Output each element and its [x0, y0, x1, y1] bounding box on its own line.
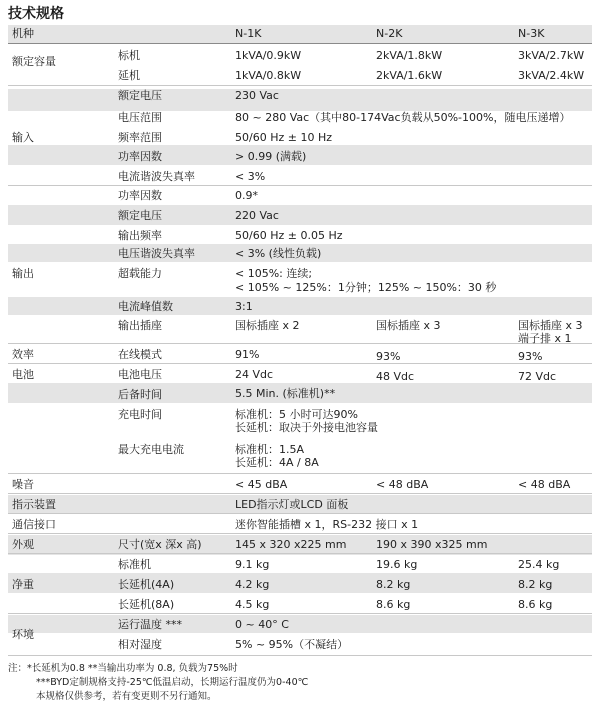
page-title: 技术规格 [8, 6, 64, 22]
model-name: N-3K [518, 27, 545, 40]
header-row [8, 25, 592, 43]
divider [8, 613, 592, 614]
cell-value: 长延机：取决于外接电池容量 [235, 421, 378, 434]
row-label: 电压谐波失真率 [118, 247, 195, 260]
footnote: 注：*长延机为0.8 **当输出功率为 0.8, 负载为75%时 [8, 663, 238, 674]
divider [8, 85, 592, 86]
row-label: 输出频率 [118, 229, 162, 242]
input-row-shade [8, 89, 592, 111]
model-name: N-1K [235, 27, 262, 40]
row-label: 功率因数 [118, 150, 162, 163]
row-label: 延机 [118, 69, 140, 82]
group-label-appearance: 外观 [12, 538, 34, 551]
row-label: 充电时间 [118, 408, 162, 421]
cell-value: 4.5 kg [235, 598, 270, 611]
cell-value: < 48 dBA [518, 478, 571, 491]
divider [8, 553, 592, 554]
cell-value: 2kVA/1.8kW [376, 49, 443, 62]
row-label: 尺寸(宽x 深x 高) [118, 538, 202, 551]
environment-row-shade [8, 615, 592, 633]
group-label-noise: 噪音 [12, 478, 34, 491]
weight-row-shade [8, 573, 592, 593]
cell-value: 长延机：4A / 8A [235, 456, 319, 469]
cell-value: 8.2 kg [518, 578, 553, 591]
row-label: 输出插座 [118, 319, 162, 332]
row-label: 超载能力 [118, 267, 162, 280]
row-label: 长延机(4A) [118, 578, 175, 591]
cell-value: 19.6 kg [376, 558, 418, 571]
row-label: 电流谐波失真率 [118, 170, 195, 183]
cell-value: 8.2 kg [376, 578, 411, 591]
row-label: 长延机(8A) [118, 598, 175, 611]
row-label: 频率范围 [118, 131, 162, 144]
cell-value: 50/60 Hz ± 0.05 Hz [235, 229, 343, 242]
cell-value: 230 Vac [235, 89, 279, 102]
group-label-efficiency: 效率 [12, 348, 34, 361]
cell-value: < 45 dBA [235, 478, 288, 491]
cell-value: 0.9* [235, 189, 258, 202]
cell-value: 2kVA/1.6kW [376, 69, 443, 82]
cell-value: 91% [235, 348, 260, 361]
row-label: 电压范围 [118, 111, 162, 124]
cell-value: 0 ~ 40° C [235, 618, 289, 631]
cell-value: 3kVA/2.4kW [518, 69, 585, 82]
cell-value: 标准机：5 小时可达90% [235, 408, 358, 421]
divider [8, 185, 592, 186]
cell-value: 端子排 x 1 [518, 332, 572, 345]
cell-value: 标准机：1.5A [235, 443, 305, 456]
row-label: 在线模式 [118, 348, 162, 361]
divider [8, 513, 592, 514]
cell-value: 72 Vdc [518, 370, 557, 383]
divider [8, 533, 592, 534]
cell-value: 1kVA/0.9kW [235, 49, 302, 62]
cell-value: 93% [376, 350, 401, 363]
cell-value: 国标插座 x 2 [235, 319, 300, 332]
divider [8, 473, 592, 474]
model-name: N-2K [376, 27, 403, 40]
row-label: 额定电压 [118, 209, 162, 222]
row-label: 额定电压 [118, 89, 162, 102]
cell-value: 25.4 kg [518, 558, 560, 571]
row-label: 功率因数 [118, 189, 162, 202]
output-row-shade [8, 205, 592, 225]
row-label: 后备时间 [118, 388, 162, 401]
cell-value: 国标插座 x 3 [376, 319, 441, 332]
cell-value: 190 x 390 x325 mm [376, 538, 488, 551]
header-label: 机种 [12, 27, 34, 40]
group-label-environment: 环境 [12, 628, 34, 641]
row-label: 电池电压 [118, 368, 162, 381]
cell-value: < 3% (线性负载) [235, 247, 322, 260]
cell-value: 93% [518, 350, 543, 363]
cell-value: 24 Vdc [235, 368, 274, 381]
cell-value: 80 ~ 280 Vac（其中80-174Vac负载从50%-100%，随电压递增） [235, 111, 571, 124]
row-label: 运行温度 *** [118, 618, 182, 631]
cell-value: < 105% ~ 125%：1分钟；125% ~ 150%：30 秒 [235, 281, 497, 294]
row-label: 电流峰值数 [118, 300, 173, 313]
cell-value: 5% ~ 95%（不凝结） [235, 638, 349, 651]
footnote: 本规格仅供参考，若有变更则不另行通知。 [36, 691, 217, 702]
cell-value: 迷你智能插槽 x 1，RS-232 接口 x 1 [235, 518, 419, 531]
cell-value: 8.6 kg [518, 598, 553, 611]
cell-value: < 105%: 连续; [235, 267, 313, 280]
divider [8, 363, 592, 364]
row-label: 标准机 [118, 558, 151, 571]
cell-value: 3kVA/2.7kW [518, 49, 585, 62]
cell-value: LED指示灯或LCD 面板 [235, 498, 349, 511]
cell-value: < 3% [235, 170, 266, 183]
group-label-indicator: 指示装置 [12, 498, 56, 511]
group-label-comm: 通信接口 [12, 518, 56, 531]
cell-value: 5.5 Min. (标准机)** [235, 387, 336, 400]
cell-value: 8.6 kg [376, 598, 411, 611]
cell-value: 9.1 kg [235, 558, 270, 571]
output-row-shade [8, 297, 592, 315]
group-label-weight: 净重 [12, 578, 34, 591]
row-label: 标机 [118, 49, 140, 62]
cell-value: 220 Vac [235, 209, 279, 222]
cell-value: 1kVA/0.8kW [235, 69, 302, 82]
divider [8, 655, 592, 656]
cell-value: 48 Vdc [376, 370, 415, 383]
group-label-output: 输出 [12, 267, 34, 280]
divider [8, 43, 592, 44]
cell-value: 4.2 kg [235, 578, 270, 591]
cell-value: 3:1 [235, 300, 253, 313]
group-label-capacity: 额定容量 [12, 55, 56, 68]
cell-value: > 0.99 (满载) [235, 150, 307, 163]
row-label: 最大充电电流 [118, 443, 184, 456]
divider [8, 343, 592, 344]
cell-value: 国标插座 x 3 [518, 319, 583, 332]
group-label-input: 输入 [12, 131, 34, 144]
row-label: 相对湿度 [118, 638, 162, 651]
group-label-battery: 电池 [12, 368, 34, 381]
cell-value: < 48 dBA [376, 478, 429, 491]
divider [8, 493, 592, 494]
cell-value: 145 x 320 x225 mm [235, 538, 347, 551]
footnote: ***BYD定制规格支持-25℃低温启动，长期运行温度仍为0-40℃ [36, 677, 309, 688]
cell-value: 50/60 Hz ± 10 Hz [235, 131, 332, 144]
